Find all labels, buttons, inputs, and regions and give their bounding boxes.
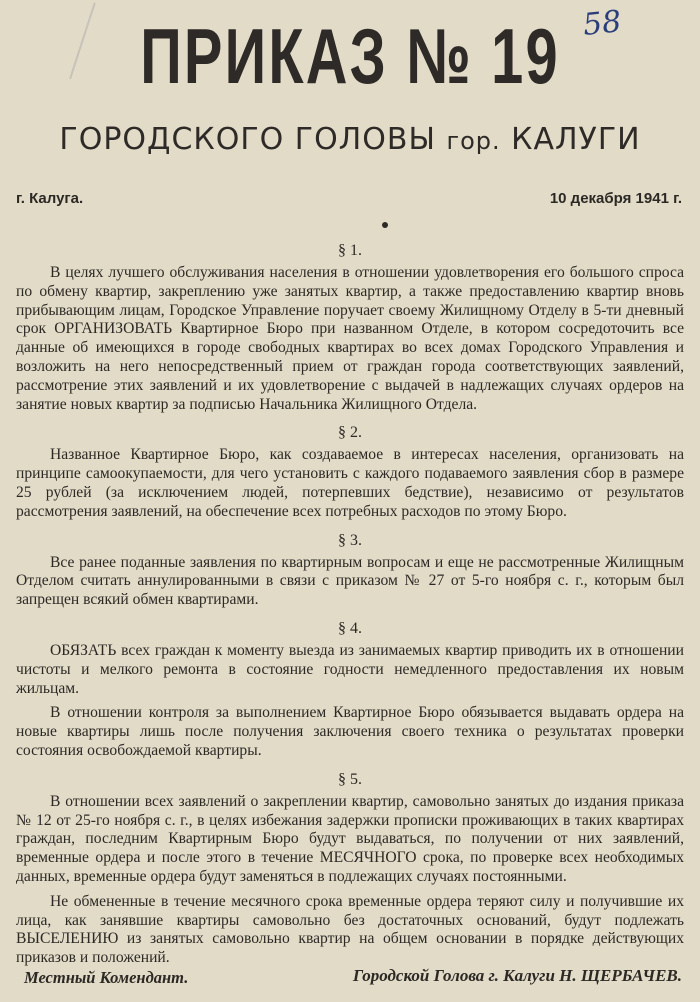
section-paragraph: Названное Квартирное Бюро, как создаваемое в интересах населения, организовать на принципе самоокупаемости, для чего установить с каждого подаваемого заявления сбор в размере 25 рублей (за исключением людей, потерпевших бедствие), независимо от результатов рассмотрения заявлений, на обеспечение всех потребных расходов по этому Бюро. [16, 446, 684, 520]
section-heading: § 1. [338, 242, 362, 259]
section-1 [16, 238, 684, 414]
subtitle-city: КАЛУГИ [511, 122, 641, 157]
section-heading: § 4. [338, 619, 362, 637]
place-line: г. Калуга. [16, 190, 84, 207]
section-4 [16, 616, 684, 761]
section-paragraph: ОБЯЗАТЬ всех граждан к моменту выезда из занимаемых квартир приводить их в отношении чистоты и мелкого ремонта в состояние годности немедленного предоставления их новым жильцам. [16, 641, 684, 697]
order-title: ПРИКАЗ № 19 [140, 12, 560, 100]
section-paragraph: Все ранее поданные заявления по квартирным вопросам и еще не рассмотренные Жилищным Отделом считать аннулированными в связи с приказом № 27 от 5-го ноября с. г., которым был запрещен всякий обмен квартирами. [16, 553, 684, 609]
section-heading: § 2. [338, 424, 362, 442]
order-body [16, 238, 684, 974]
date-line: 10 декабря 1941 г. [549, 190, 682, 207]
section-paragraph: Не обмененные в течение месячного срока временные ордера теряют силу и получившие их лица, как занявшие квартиры самовольно без достаточных оснований, будут подлежать ВЫСЕЛЕНИЮ из занятых самовольно квартир на общем основании в порядке действующих приказов и положений. [16, 892, 684, 967]
section-paragraph: В отношении контроля за выполнением Квартирное Бюро обязывается выдавать ордера на новые квартиры лишь после получения заключения своего техника о результатах проверки состояния освобождаемой квартиры. [16, 704, 684, 759]
section-3 [16, 528, 684, 610]
section-heading: § 5. [338, 770, 362, 788]
subtitle-small: гор. [446, 127, 501, 155]
handwritten-page-number: 58 [581, 4, 623, 43]
commandant-signature: Местный Комендант. [24, 968, 189, 987]
ink-dot [382, 222, 388, 228]
section-2 [16, 420, 684, 521]
section-paragraph: В отношении всех заявлений о закреплении квартир, самовольно занятых до издания приказа № 12 от 25-го ноября с. г., в целях избежания задержки прописки проживающих в таких квартирах граждан, последним Квартирным Бюро будут выдаваться, по получении от них заявлений, временные ордера и после этого в течение МЕСЯЧНОГО срока, по проверке всех необходимых данных, временные ордера будут заменяться в подлежащих случаях постоянными. [16, 792, 684, 885]
order-subtitle [0, 120, 700, 161]
section-paragraph: В целях лучшего обслуживания населения в отношении удовлетворения его большого спроса по обмену квартир, закреплению уже занятых квартир, а также предоставлению квартир вновь прибывающим лицам, Городское Управление поручает своему Жилищному Отделу в 5-ти дневный срок ОРГАНИЗОВАТЬ Квартирное Бюро при названном Отделе, в котором сосредоточить все данные об имеющихся в городе свободных квартирах во всех домах Городского Управления и возложить на него непосредственный прием от граждан города соответствующих заявлений, рассмотрение этих заявлений и их удовлетворение с выдачей в надлежащих случаях ордеров на занятие новых квартир за подписью Начальника Жилищного Отдела. [16, 264, 684, 413]
mayor-signature: Городской Голова г. Калуги Н. ЩЕРБАЧЕВ. [352, 966, 682, 985]
subtitle-main: ГОРОДСКОГО ГОЛОВЫ [59, 122, 436, 157]
section-5 [16, 767, 684, 968]
section-heading: § 3. [338, 531, 362, 549]
